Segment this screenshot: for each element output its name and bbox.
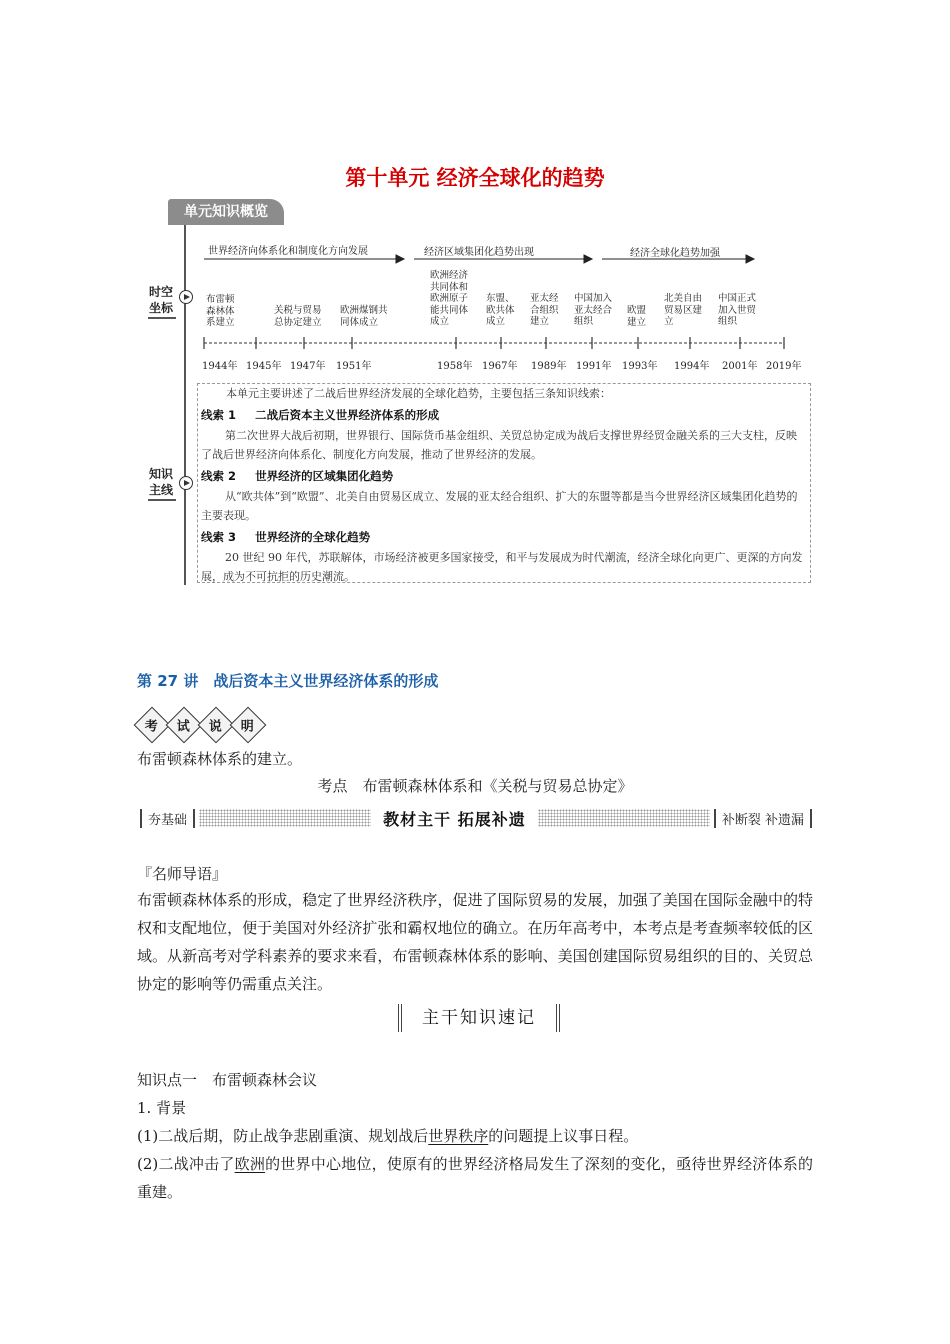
knowledge-point-title: 知识点一 布雷顿森林会议 xyxy=(137,1071,318,1089)
paragraph-1 xyxy=(137,1122,813,1150)
timeline-year: 1951年 xyxy=(336,361,372,372)
timeline-year: 1989年 xyxy=(531,361,567,372)
clue-1-label: 线索 1 xyxy=(201,408,237,422)
timeline-label-underline xyxy=(148,317,176,319)
clue-label-underline xyxy=(148,499,176,501)
timeline-event: 中国加入 亚太经合 组织 xyxy=(574,293,613,327)
timeline-event: 欧洲经济 共同体和 欧洲原子 能共同体 成立 xyxy=(430,270,469,327)
paragraph-1-a: (1)二战后期，防止战争悲剧重演、规划战后 xyxy=(137,1127,429,1145)
timeline-event: 亚太经 合组织 建立 xyxy=(530,293,559,327)
timeline-year: 1994年 xyxy=(674,361,710,372)
timeline-year: 1945年 xyxy=(246,361,282,372)
lecture-title: 第 27 讲 战后资本主义世界经济体系的形成 xyxy=(137,672,439,690)
section-bar xyxy=(140,806,812,830)
phase-arrow-2-head xyxy=(584,255,592,263)
phase-label-1: 世界经济向体系化和制度化方向发展 xyxy=(208,246,368,257)
timeline-event: 布雷顿 森林体 系建立 xyxy=(206,294,235,328)
timeline-year: 1967年 xyxy=(482,361,518,372)
paragraph-2 xyxy=(137,1150,813,1206)
clue-2-title: 世界经济的区域集团化趋势 xyxy=(255,469,394,483)
play-icon xyxy=(179,290,193,304)
guide-label: 『名师导语』 xyxy=(137,865,228,883)
paragraph-2-a: (2)二战冲击了 xyxy=(137,1155,235,1173)
clue-intro: 本单元主要讲述了二战后世界经济发展的全球化趋势，主要包括三条知识线索： xyxy=(226,387,611,400)
timeline-event: 中国正式 加入世贸 组织 xyxy=(718,293,757,327)
badge-char: 明 xyxy=(241,719,255,735)
clue-2-label: 线索 2 xyxy=(201,469,237,483)
timeline-event: 北美自由 贸易区建 立 xyxy=(664,293,703,327)
badge xyxy=(230,707,267,744)
phase-label-3: 经济全球化趋势加强 xyxy=(630,248,720,259)
timeline-year: 1947年 xyxy=(290,361,326,372)
timeline-year: 1993年 xyxy=(622,361,658,372)
timeline-year: 1944年 xyxy=(202,361,238,372)
topic-heading: 考点 布雷顿森林体系和《关税与贸易总协定》 xyxy=(317,777,633,795)
background-title: 1. 背景 xyxy=(137,1099,187,1117)
guide-text: 布雷顿森林体系的形成，稳定了世界经济秩序，促进了国际贸易的发展，加强了美国在国际金融中的特权和支配地位，便于美国对外经济扩张和霸权地位的确立。在历年高考中，本考点是考查频率较低的区域。从新高考对学科素养的要求来看，布雷顿森林体系的影响、美国创建国际贸易组织的目的、关贸总协定的影响等仍需重点关注。 xyxy=(137,891,813,993)
section-heading: 主干知识速记 xyxy=(398,1004,560,1032)
bar-dots xyxy=(199,809,371,827)
phase-label-2: 经济区域集团化趋势出现 xyxy=(424,247,534,258)
exam-note-badges xyxy=(137,710,263,738)
clue-1-title: 二战后资本主义世界经济体系的形成 xyxy=(255,408,440,422)
timeline-year: 2001年 xyxy=(722,361,758,372)
clue-2-text: 从“欧共体”到“欧盟”、北美自由贸易区成立、发展的亚太经合组织、扩大的东盟等都是当今世界经济区域集团化趋势的主要表现。 xyxy=(201,490,798,522)
clue-2-heading xyxy=(201,465,393,484)
play-icon xyxy=(179,476,193,490)
timeline-event: 东盟、 欧共体 成立 xyxy=(486,293,515,327)
overview-tab: 单元知识概览 xyxy=(168,199,284,225)
clue-3-text: 20 世纪 90 年代，苏联解体，市场经济被更多国家接受，和平与发展成为时代潮流，经济全球化向更广、更深的方向发展，成为不可抗拒的历史潮流。 xyxy=(201,551,803,583)
timeline-event: 欧洲煤钢共 同体成立 xyxy=(340,305,388,328)
bar-left: 夯基础 xyxy=(140,809,195,828)
clue-3-heading xyxy=(201,526,370,545)
timeline-event: 欧盟 建立 xyxy=(627,305,647,328)
bar-right: 补断裂 补遗漏 xyxy=(714,809,812,828)
paragraph-1-underline: 世界秩序 xyxy=(428,1127,489,1145)
timeline-label xyxy=(146,284,176,316)
timeline-year: 1991年 xyxy=(576,361,612,372)
paragraph-2-underline: 欧洲 xyxy=(234,1155,266,1173)
phase-arrows xyxy=(200,252,800,266)
unit-title: 第十单元 经济全球化的趋势 xyxy=(345,166,605,190)
overview-vertical-rule xyxy=(184,225,186,585)
timeline-year: 1958年 xyxy=(437,361,473,372)
badge-char: 说 xyxy=(209,719,223,735)
timeline-label-line2: 坐标 xyxy=(148,301,173,315)
clue-3-label: 线索 3 xyxy=(201,530,237,544)
clue-1-heading xyxy=(201,404,439,423)
paragraph-2-b: 的世界中心地位，使原有的世界经济格局发生了深刻的变化，亟待世界经济体系的重建。 xyxy=(137,1155,813,1201)
phase-arrow-1-head xyxy=(396,255,404,263)
timeline-label-line1: 时空 xyxy=(148,285,173,299)
timeline-event: 关税与贸易 总协定建立 xyxy=(274,305,322,328)
exam-note: 布雷顿森林体系的建立。 xyxy=(137,750,303,768)
timeline-year: 2019年 xyxy=(766,361,802,372)
clue-label xyxy=(146,466,176,498)
clue-label-line2: 主线 xyxy=(148,483,173,497)
phase-arrow-3-head xyxy=(746,255,754,263)
bar-dots xyxy=(538,809,710,827)
timeline-axis xyxy=(200,334,800,352)
badge-char: 考 xyxy=(145,719,159,735)
badge-char: 试 xyxy=(177,719,191,735)
clue-3-title: 世界经济的全球化趋势 xyxy=(255,530,371,544)
clue-1-text: 第二次世界大战后初期，世界银行、国际货币基金组织、关贸总协定成为战后支撑世界经贸金融关系的三大支柱，反映了战后世界经济向体系化、制度化方向发展，推动了世界经济的发展。 xyxy=(201,429,797,461)
clue-label-line1: 知识 xyxy=(148,467,173,481)
paragraph-1-b: 的问题提上议事日程。 xyxy=(488,1127,639,1145)
bar-center: 教材主干 拓展补遗 xyxy=(375,807,534,830)
